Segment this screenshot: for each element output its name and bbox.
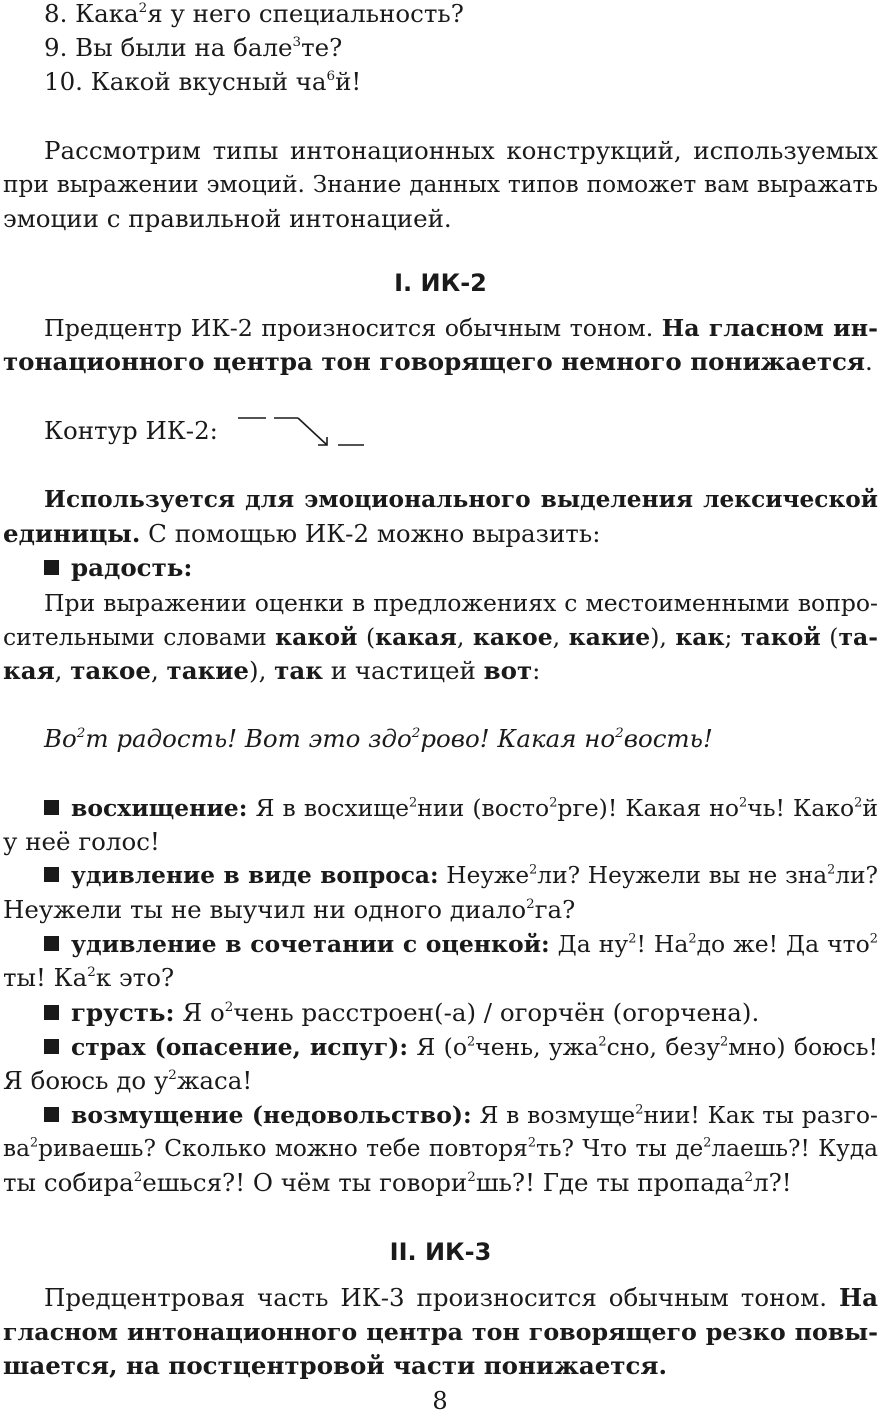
bullet-admiration: восхищение: Я в восхище$^2$нии (восто$^2$рге)! Какая $но^2чь$! Како$^2$й [3, 791, 878, 825]
bullet-square-icon [44, 560, 59, 575]
ik2-desc-line-1: Предцентр ИК-2 произносится обычным тоном. На гласном ин- [44, 314, 878, 342]
bullet-square-icon [44, 1039, 59, 1054]
bullet-square-icon [44, 1107, 59, 1122]
section-heading-ik3: II. ИК-3 [389, 1238, 492, 1266]
intro-line-1: Рассмотрим типы интонационных конструкций, используемых [44, 136, 878, 165]
list-item-10: 10. Какой вкусный $ча^6й$! [44, 67, 362, 96]
bullet-joy: радость: [3, 551, 878, 585]
ik3-desc-line-1: Предцентровая часть ИК-3 произносится обычным тоном. На [44, 1283, 878, 1312]
contour-label: Контур ИК-2: [44, 416, 218, 445]
intro-line-2: при выражении эмоций. Знание данных типов поможет вам выражать [3, 171, 878, 198]
bullet-surprise-evaluation: удивление в сочетании с оценкой: Да $ну^2$! $На^2до$ же! Да что$^2$ [3, 927, 878, 961]
joy-text-line-1: При выражении оценки в предложениях с местоименными вопро- [44, 589, 878, 617]
bullet-indignation: возмущение (недовольство): Я в возмуще$^2$нии! Как ты разго- [3, 1098, 878, 1132]
admiration-line-2: у неё голос! [3, 827, 160, 856]
bullet-square-icon [44, 936, 59, 951]
joy-text-line-2: сительными словами какой (какая, какое, какие), как; такой (та- [3, 623, 879, 651]
indignation-line-3: ты собира$^2$ешься?! О чём ты говори$^2$шь?! Где ты пропада$^2$л?! [3, 1168, 792, 1197]
ik3-desc-line-2: гласном интонационного центра тон говорящего резко повы- [3, 1318, 878, 1346]
ik3-desc-line-3: шается, на постцентровой части понижается. [3, 1351, 668, 1380]
ik2-usage-line-2: единицы. С помощью ИК-2 можно выразить: [3, 519, 601, 548]
page-number: 8 [432, 1387, 448, 1415]
ik2-usage-line-1: Используется для эмоционального выделения лексической [44, 486, 878, 513]
ik2-desc-line-2: тонационного центра тон говорящего немного понижается. [3, 347, 873, 376]
list-item-8: 8. Кака$^2$я у него специальность? [44, 0, 464, 28]
joy-example: $Во^2т$ радость! Вот это здо$^2$рово! Какая $но^2вость$! [44, 724, 713, 753]
indignation-line-2: $ва^2риваешь$? Сколько можно тебе повторя$^2$ть? Что ты $де^2лаешь$?! Куда [3, 1135, 878, 1162]
joy-text-line-3: кая, такое, такие), так и частицей вот: [3, 656, 541, 685]
bullet-surprise-question: удивление в виде вопроса: Неуже$^2$ли? Неужели вы не зна$^2$ли? [3, 859, 878, 893]
section-heading-ik2: I. ИК-2 [394, 269, 487, 297]
fear-line-2: Я боюсь до $у^2жаса$! [3, 1066, 253, 1095]
bullet-square-icon [44, 800, 59, 815]
bullet-fear: страх (опасение, испуг): Я ($о^2чень$, ужа$^2$сно, безу$^2$мно) боюсь! [3, 1030, 878, 1064]
bullet-sadness: грусть: Я $о^2чень$ расстроен(-а) / огорчён (огорчена). [3, 996, 878, 1030]
bullet-square-icon [44, 867, 59, 882]
intonation-contour-ik2 [236, 412, 368, 452]
list-item-9: 9. Вы были на бале$^3$те? [44, 33, 343, 62]
bullet-square-icon [44, 1005, 59, 1020]
intro-line-3: эмоции с правильной интонацией. [3, 204, 452, 233]
surprise-question-line-2: Неужели ты не выучил ни одного диало$^2$га? [3, 895, 576, 924]
surprise-evaluation-line-2: ты! $Ка^2к$ это? [3, 963, 175, 992]
